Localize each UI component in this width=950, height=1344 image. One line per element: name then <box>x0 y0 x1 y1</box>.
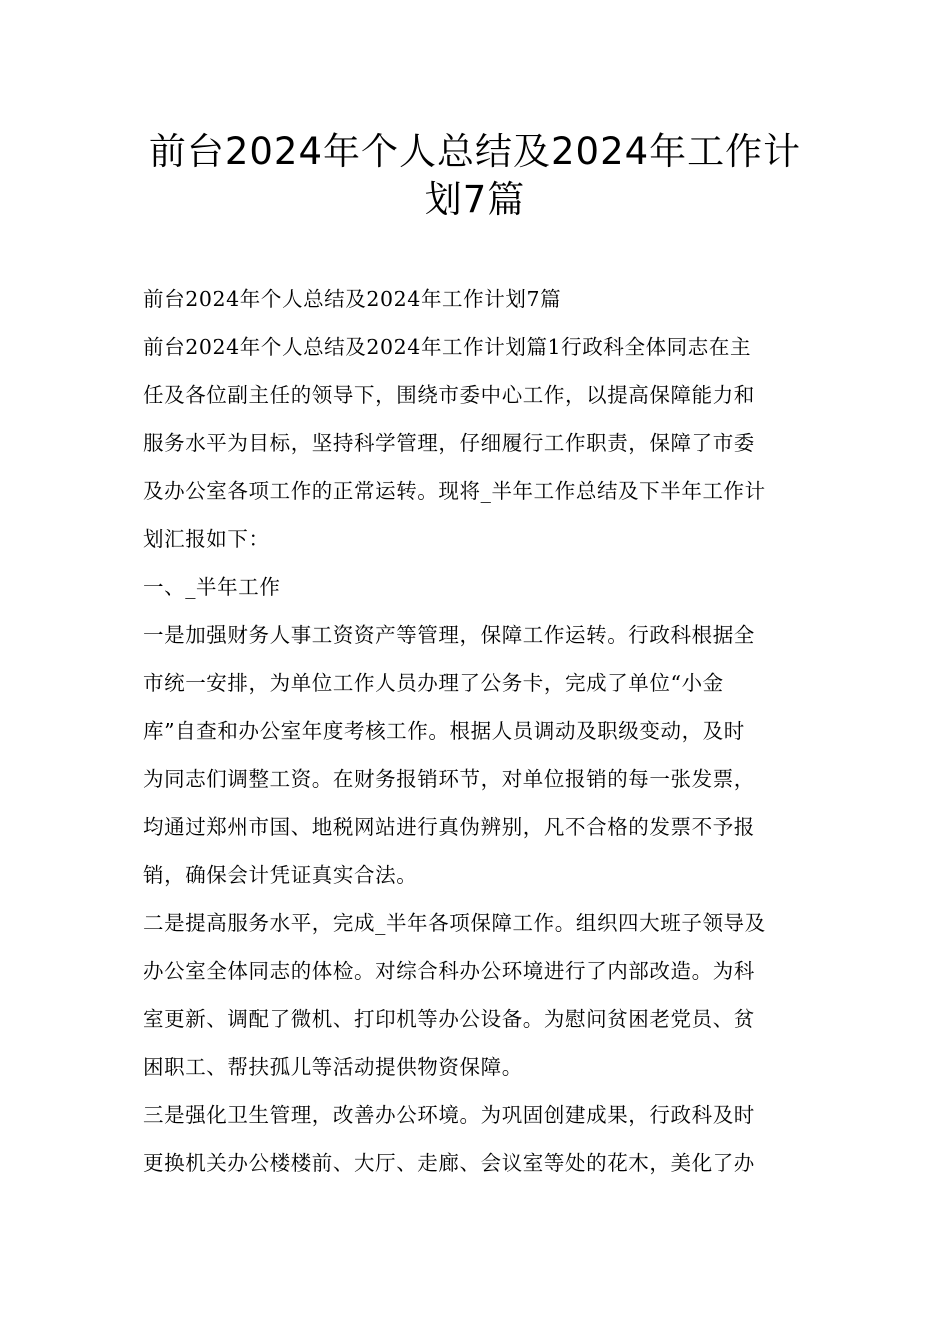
text-line: 前台2024年个人总结及2024年工作计划篇1行政科全体同志在主 <box>143 335 752 359</box>
paragraph-item-1 <box>143 620 808 891</box>
text-line: 库”自查和办公室年度考核工作。根据人员调动及职级变动，及时 <box>143 719 745 743</box>
text-line: 划汇报如下： <box>143 527 270 551</box>
text-line: 三是强化卫生管理，改善办公环境。为巩固创建成果，行政科及时 <box>143 1103 755 1127</box>
paragraph-item-3 <box>143 1100 808 1179</box>
title-line-1: 前台2024年个人总结及2024年工作计 <box>148 130 802 173</box>
text-line: 困职工、帮扶孤儿等活动提供物资保障。 <box>143 1055 523 1079</box>
text-line: 销，确保会计凭证真实合法。 <box>143 863 418 887</box>
text-line: 办公室全体同志的体检。对综合科办公环境进行了内部改造。为科 <box>143 959 755 983</box>
paragraph-intro <box>143 332 808 555</box>
text-line: 一、_半年工作 <box>143 575 281 599</box>
text-line: 二是提高服务水平，完成_半年各项保障工作。组织四大班子领导及 <box>143 911 766 935</box>
document-title <box>120 128 830 224</box>
section-heading <box>143 572 808 603</box>
text-line: 为同志们调整工资。在财务报销环节，对单位报销的每一张发票， <box>143 767 755 791</box>
text-line: 更换机关办公楼楼前、大厅、走廊、会议室等处的花木，美化了办 <box>143 1151 755 1175</box>
text-line: 前台2024年个人总结及2024年工作计划7篇 <box>143 287 562 311</box>
text-line: 室更新、调配了微机、打印机等办公设备。为慰问贫困老党员、贫 <box>143 1007 755 1031</box>
text-line: 任及各位副主任的领导下，围绕市委中心工作，以提高保障能力和 <box>143 383 755 407</box>
document-body <box>143 284 808 1196</box>
text-line: 均通过郑州市国、地税网站进行真伪辨别，凡不合格的发票不予报 <box>143 815 755 839</box>
title-line-2: 划7篇 <box>424 178 526 221</box>
text-line: 市统一安排，为单位工作人员办理了公务卡，完成了单位“小金 <box>143 671 724 695</box>
text-line: 服务水平为目标，坚持科学管理，仔细履行工作职责，保障了市委 <box>143 431 755 455</box>
paragraph-item-2 <box>143 908 808 1083</box>
text-line: 一是加强财务人事工资资产等管理，保障工作运转。行政科根据全 <box>143 623 755 647</box>
text-line: 及办公室各项工作的正常运转。现将_半年工作总结及下半年工作计 <box>143 479 766 503</box>
paragraph-subtitle <box>143 284 808 315</box>
